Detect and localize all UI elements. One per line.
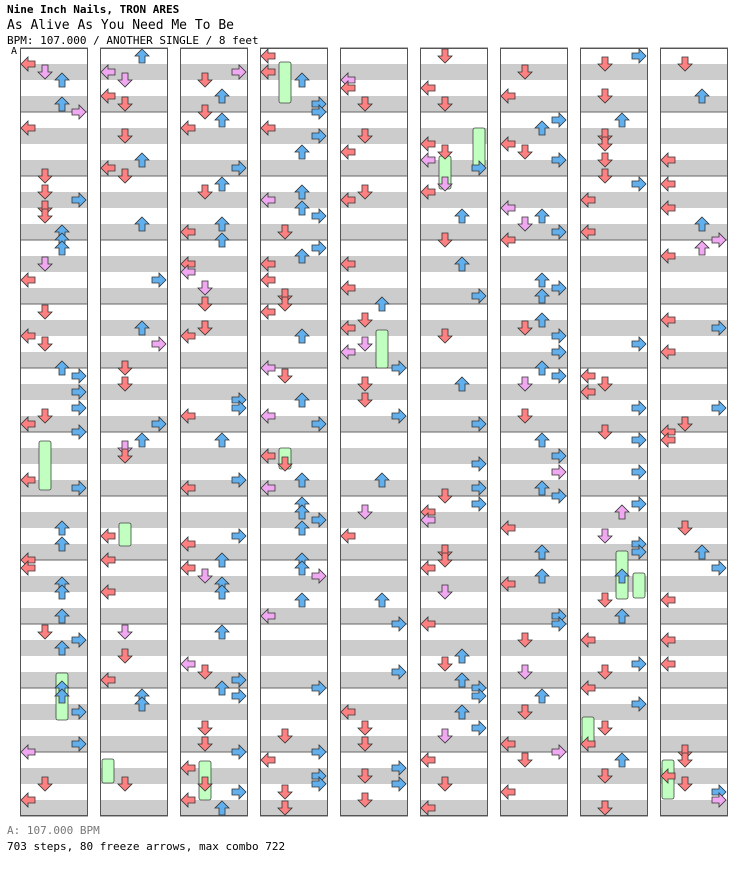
freeze-arrow xyxy=(633,573,645,598)
song-title: As Alive As You Need Me To Be xyxy=(7,18,234,33)
freeze-arrow xyxy=(119,523,131,546)
bpm-note: A: 107.000 BPM xyxy=(7,824,100,837)
chart-column xyxy=(180,48,248,816)
chart-column xyxy=(500,48,568,816)
chart-info: BPM: 107.000 / ANOTHER SINGLE / 8 feet xyxy=(7,34,259,47)
chart-column xyxy=(420,48,488,816)
chart-column xyxy=(100,48,168,816)
freeze-arrow xyxy=(279,62,291,103)
freeze-arrow xyxy=(376,330,388,368)
song-artist: Nine Inch Nails, TRON ARES xyxy=(7,3,180,16)
chart-column xyxy=(340,48,408,816)
chart-column xyxy=(260,48,328,816)
chart-stats: 703 steps, 80 freeze arrows, max combo 722 xyxy=(7,840,286,853)
freeze-arrow xyxy=(39,441,51,490)
freeze-arrow xyxy=(102,759,114,783)
bpm-marker: A xyxy=(11,46,18,57)
chart-column xyxy=(580,48,648,816)
chart-column xyxy=(20,48,88,816)
chart-column xyxy=(660,48,728,816)
